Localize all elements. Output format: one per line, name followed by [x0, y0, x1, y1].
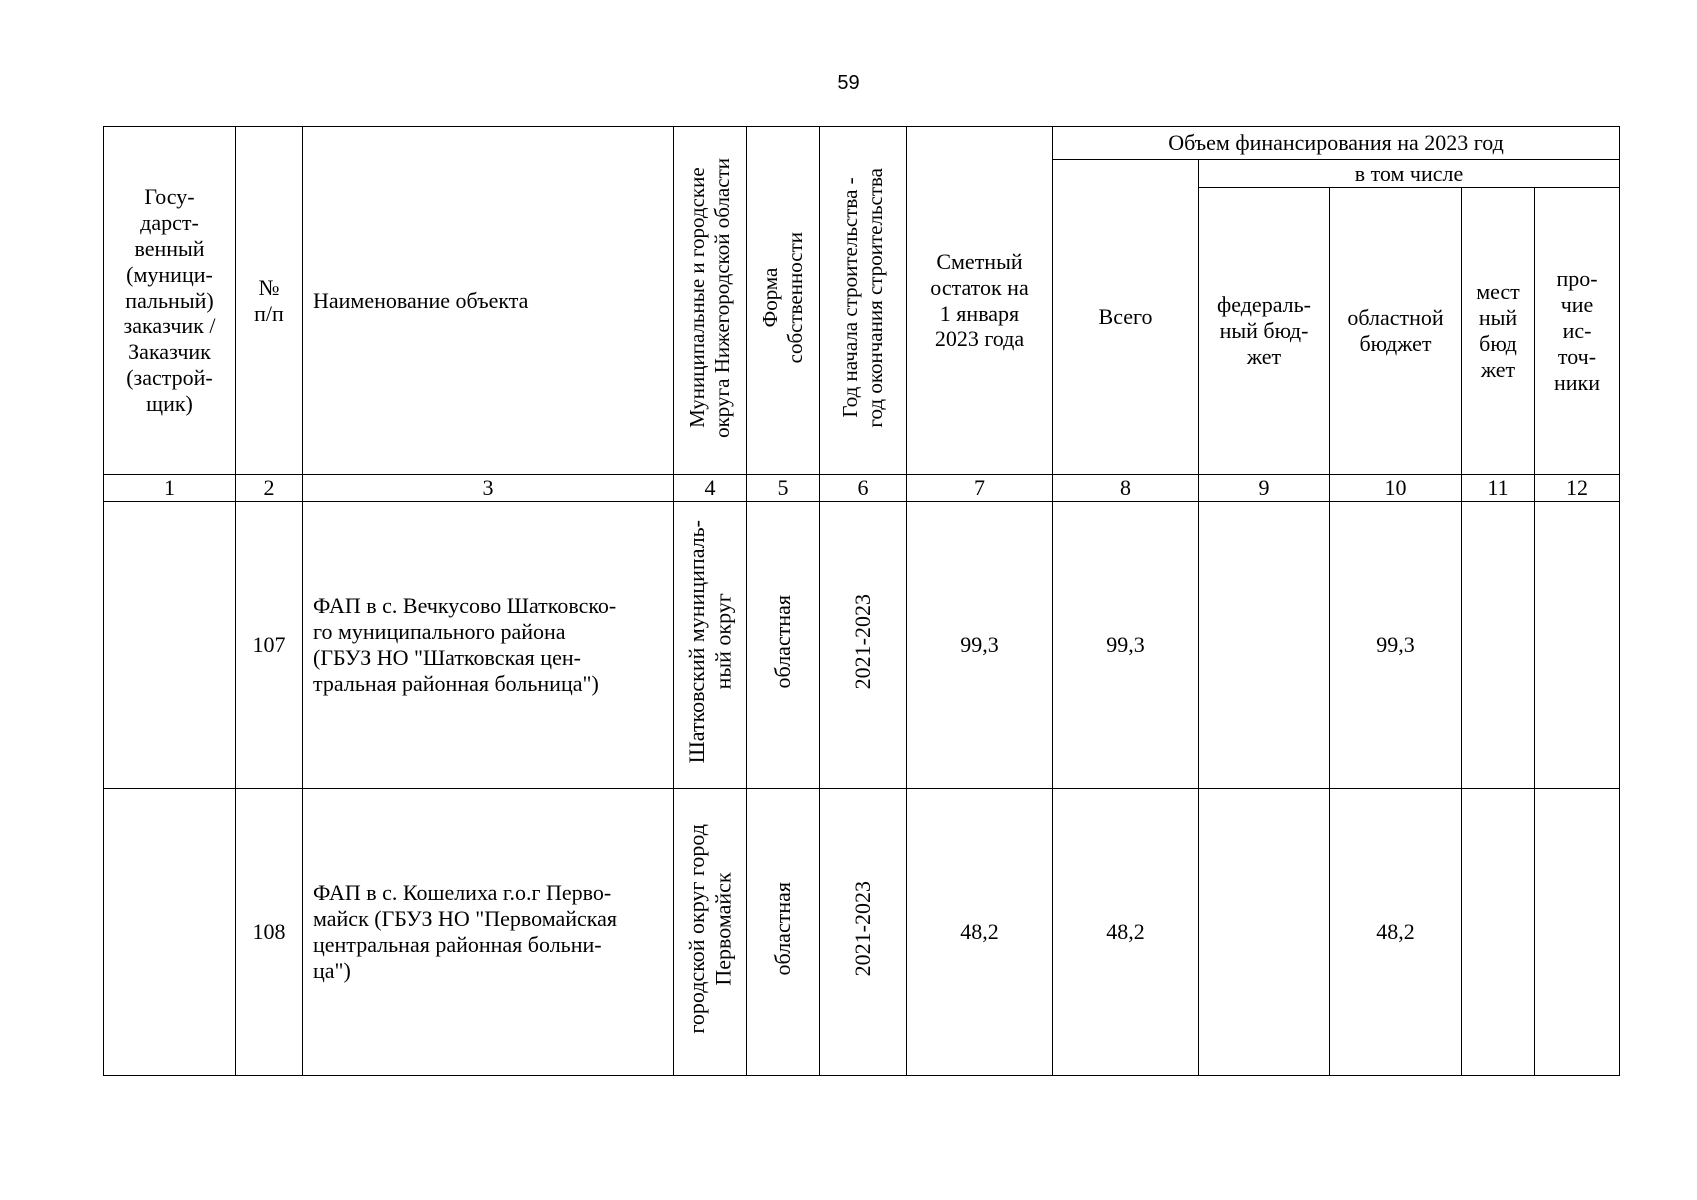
cell-ownership — [747, 502, 820, 789]
cell-estimate: 48,2 — [907, 789, 1053, 1076]
cell-object-name-text: ФАП в с. Кошелиха г.о.г Перво- майск (ГБУЗ НО "Первомайская центральная районная больни- ца") — [313, 880, 618, 983]
header-number — [236, 127, 303, 475]
column-number: 9 — [1199, 475, 1330, 502]
column-number: 3 — [303, 475, 674, 502]
cell-municipality — [674, 789, 747, 1076]
header-total-label: Всего — [1098, 304, 1153, 330]
header-local — [1462, 188, 1535, 475]
header-including — [1199, 160, 1620, 188]
cell-estimate: 99,3 — [907, 502, 1053, 789]
header-years — [820, 127, 907, 475]
construction-financing-table — [103, 126, 1620, 1076]
cell-local — [1462, 789, 1535, 1076]
header-ownership — [747, 127, 820, 475]
header-number-label: № п/п — [254, 274, 284, 326]
header-object-name — [303, 127, 674, 475]
column-number: 1 — [104, 475, 236, 502]
header-ownership-label: Форма собственности — [757, 231, 807, 364]
header-object-name-label: Наименование объекта — [313, 287, 529, 313]
header-municipality — [674, 127, 747, 475]
cell-other — [1535, 502, 1620, 789]
cell-local — [1462, 502, 1535, 789]
column-number: 6 — [820, 475, 907, 502]
cell-federal — [1199, 502, 1330, 789]
column-number: 11 — [1462, 475, 1535, 502]
cell-municipality-text: городской округ город Первомайск — [683, 824, 735, 1034]
cell-object-name — [303, 789, 674, 1076]
header-regional-label: областной бюджет — [1347, 305, 1444, 356]
cell-ownership — [747, 789, 820, 1076]
page-number: 59 — [837, 72, 860, 94]
header-federal — [1199, 188, 1330, 475]
header-years-label: Год начала строительства - год окончания строительства — [837, 167, 887, 428]
header-including-label: в том числе — [1354, 160, 1464, 186]
cell-ownership-text: областная — [769, 595, 795, 689]
header-other-label: про- чие ис- точ- ники — [1554, 266, 1601, 395]
column-number: 5 — [747, 475, 820, 502]
header-federal-label: федераль- ный бюд- жет — [1217, 292, 1311, 369]
cell-total: 99,3 — [1053, 502, 1199, 789]
cell-object-name-text: ФАП в с. Вечкусово Шатковско- го муниципального района (ГБУЗ НО "Шатковская цен- тральная районная больница") — [313, 593, 617, 696]
header-municipality-label: Муниципальные и городские округа Нижегородской области — [684, 157, 734, 438]
cell-years — [820, 789, 907, 1076]
header-customer — [104, 127, 236, 475]
cell-ownership-text: областная — [769, 882, 795, 976]
cell-regional: 48,2 — [1330, 789, 1462, 1076]
cell-years — [820, 502, 907, 789]
cell-other — [1535, 789, 1620, 1076]
header-total — [1053, 160, 1199, 475]
header-other — [1535, 188, 1620, 475]
cell-years-text: 2021-2023 — [849, 881, 875, 977]
header-customer-label: Госу- дарст- венный (муници- пальный) заказчик / Заказчик (застрой- щик) — [123, 183, 216, 417]
cell-customer — [104, 789, 236, 1076]
cell-customer — [104, 502, 236, 789]
cell-regional: 99,3 — [1330, 502, 1462, 789]
header-local-label: мест ный бюд жет — [1476, 279, 1520, 382]
cell-municipality — [674, 502, 747, 789]
column-number: 10 — [1330, 475, 1462, 502]
column-number: 4 — [674, 475, 747, 502]
header-financing — [1053, 127, 1620, 160]
header-estimate — [907, 127, 1053, 475]
header-financing-label: Объем финансирования на 2023 год — [1168, 130, 1504, 156]
column-number: 8 — [1053, 475, 1199, 502]
cell-years-text: 2021-2023 — [849, 594, 875, 690]
column-numbers-row — [104, 475, 1620, 502]
table-row — [104, 789, 1620, 1076]
cell-municipality-text: Шатковский муниципаль- ный округ — [683, 520, 735, 764]
table-row — [104, 502, 1620, 789]
header-regional — [1330, 188, 1462, 475]
header-estimate-label: Сметный остаток на 1 января 2023 года — [930, 248, 1029, 352]
cell-total: 48,2 — [1053, 789, 1199, 1076]
column-number: 2 — [236, 475, 303, 502]
column-number: 12 — [1535, 475, 1620, 502]
cell-number: 107 — [236, 502, 303, 789]
column-number: 7 — [907, 475, 1053, 502]
cell-number: 108 — [236, 789, 303, 1076]
cell-federal — [1199, 789, 1330, 1076]
cell-object-name — [303, 502, 674, 789]
